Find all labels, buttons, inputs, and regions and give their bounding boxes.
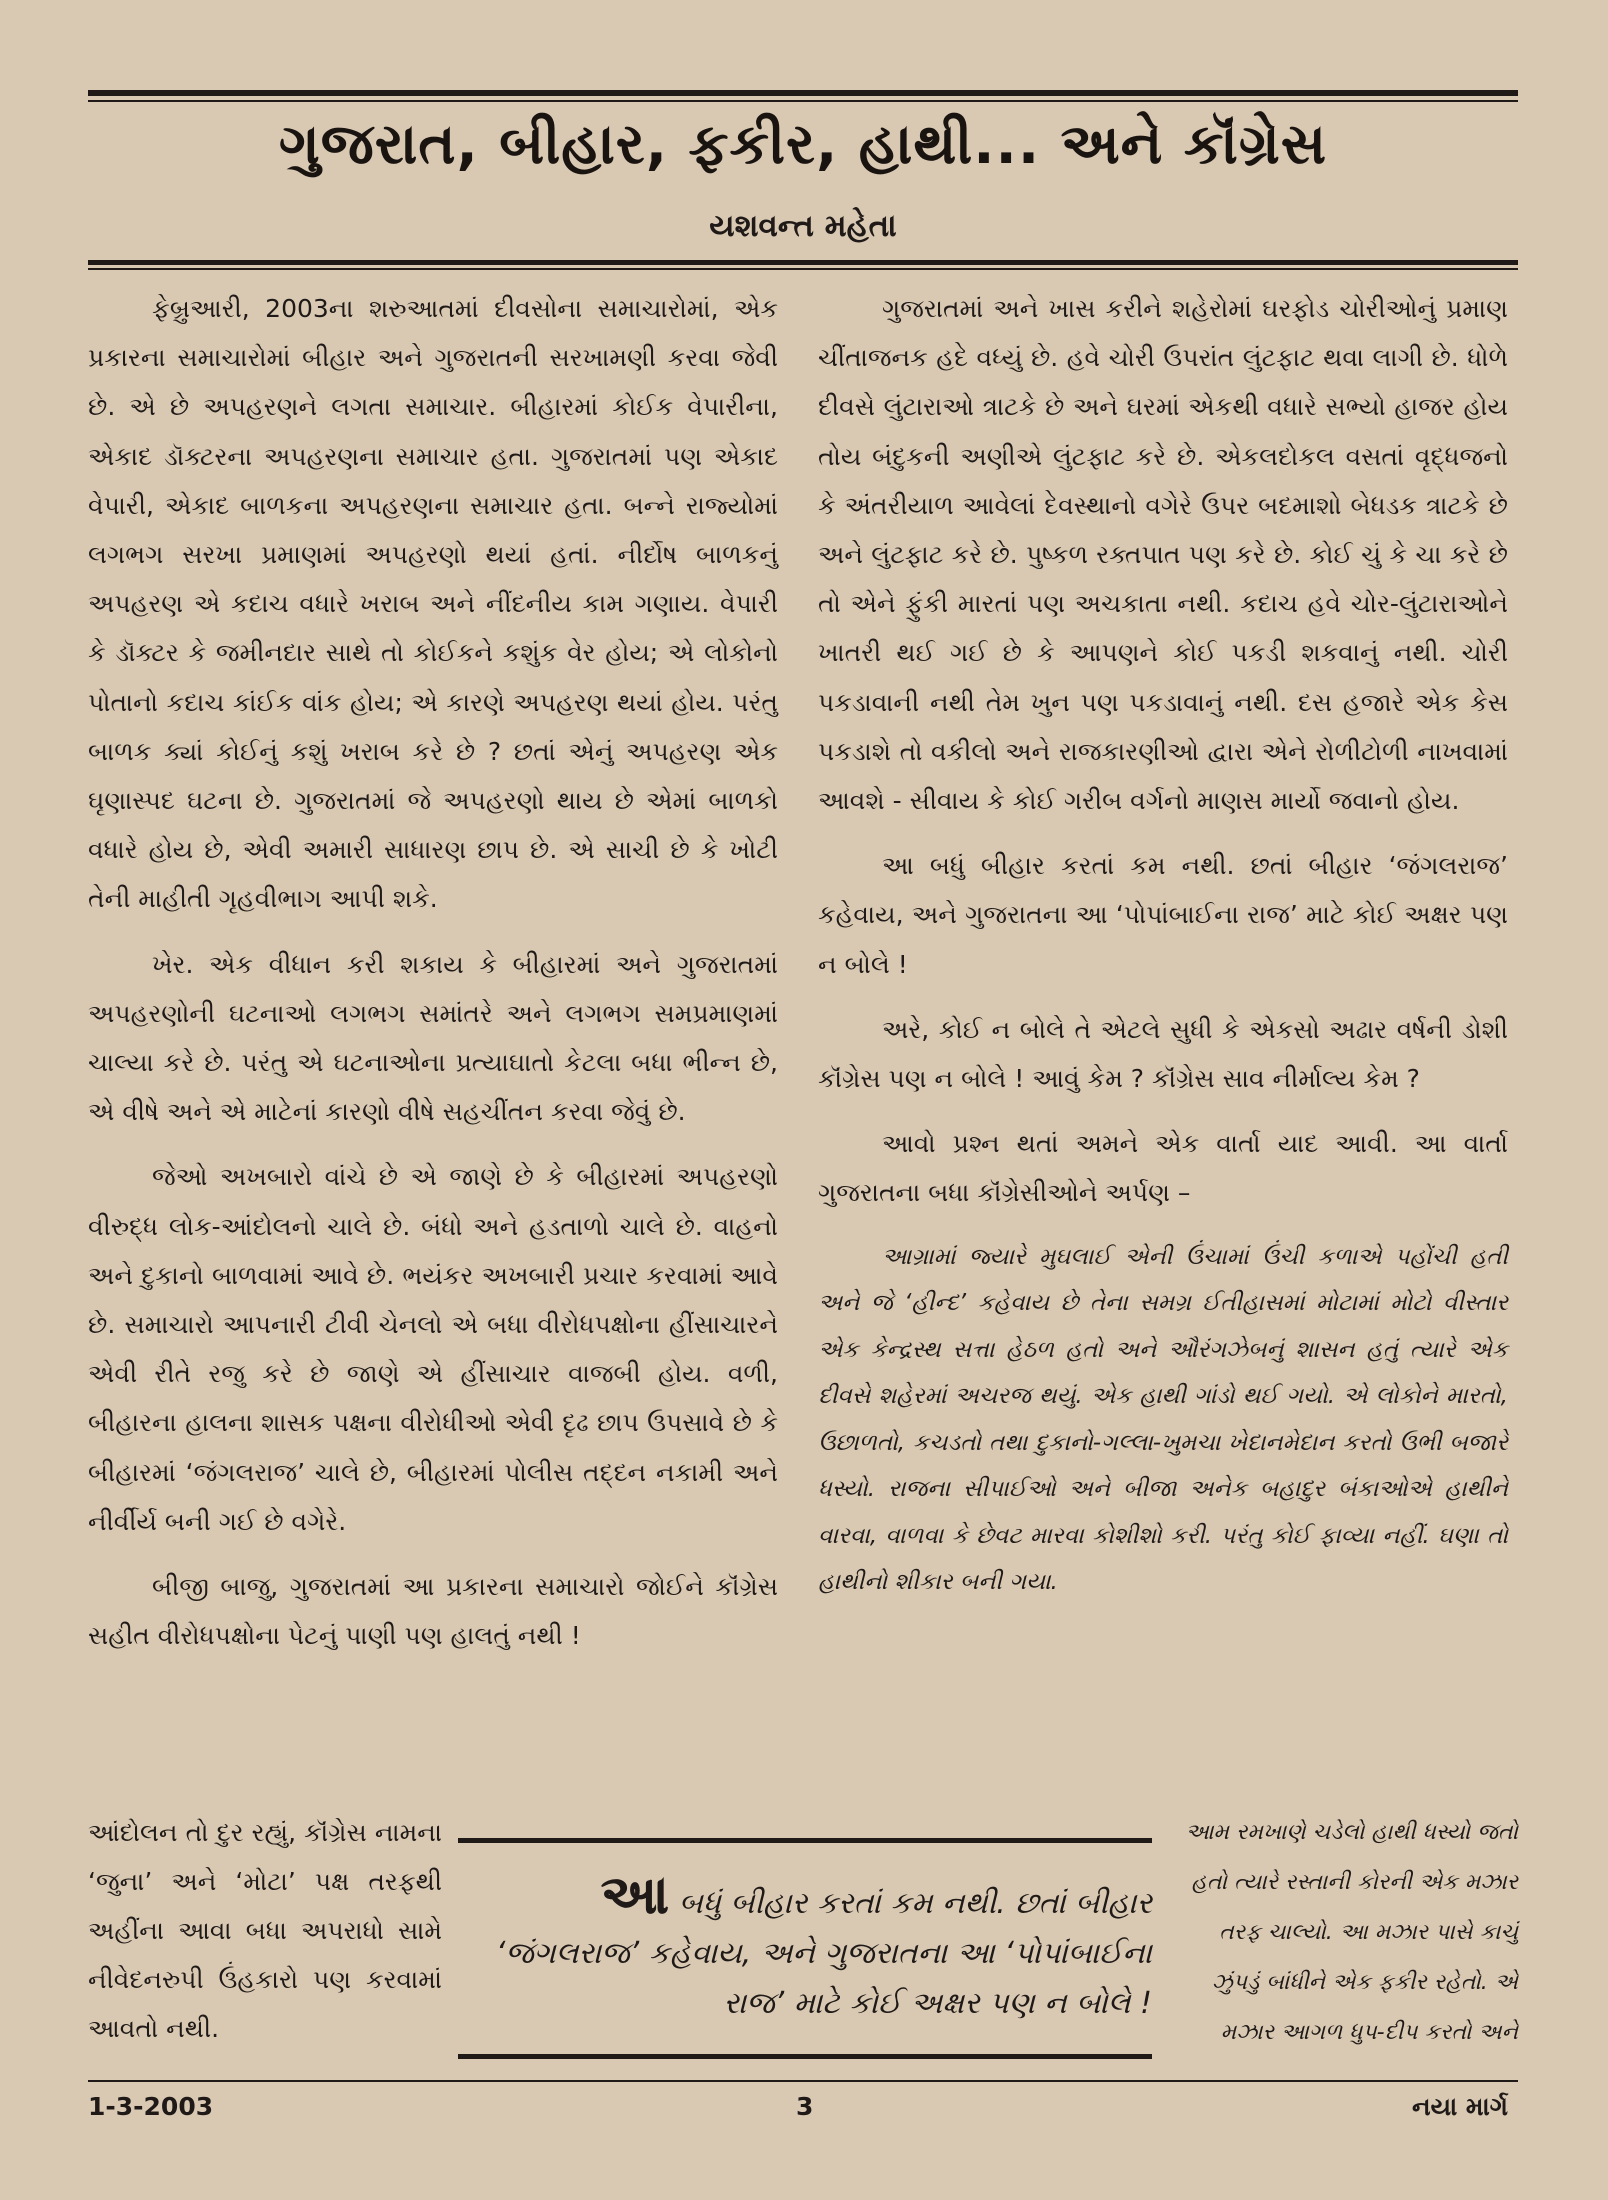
left-paragraph: જેઓ અખબારો વાંચે છે એ જાણે છે કે બીહારમાં અપહરણો વીરુદ્ધ લોક-આંદોલનો ચાલે છે. બંધો અને હડતાળો ચાલે છે. વાહનો અને દુકાનો બાળવામાં આવે છે. ભયંકર અખબારી પ્રચાર કરવામાં આવે છે. સમાચારો આપનારી ટીવી ચેનલો એ બધા વીરોધપક્ષોના હીંસાચારને એવી રીતે રજુ કરે છે જાણે એ હીંસાચાર વાજબી હોય. વળી, બીહારના હાલના શાસક પક્ષના વીરોધીઓ એવી દૃઢ છાપ ઉપસાવે છે કે બીહારમાં ‘જંગલરાજ’ ચાલે છે, બીહારમાં પોલીસ તદ્દન નકામી અને નીર્વીર્ય બની ગઈ છે વગેરે. <box>88 1162 778 1536</box>
right-column <box>818 284 1508 1622</box>
article-author: યશવન્ત મહેતા <box>709 208 897 244</box>
left-column <box>88 284 778 1676</box>
left-paragraph: ખેર. એક વીધાન કરી શકાય કે બીહારમાં અને ગુજરાતમાં અપહરણોની ઘટનાઓ લગભગ સમાંતરે અને લગભગ સમપ્રમાણમાં ચાલ્યા કરે છે. પરંતુ એ ઘટનાઓના પ્રત્યાઘાતો કેટલા બધા ભીન્ન છે, એ વીષે અને એ માટેનાં કારણો વીષે સહચીંતન કરવા જેવું છે. <box>88 949 778 1127</box>
pull-quote <box>458 1863 1152 2029</box>
header-rule-thin <box>88 268 1518 270</box>
header-rule-thick <box>88 260 1518 265</box>
right-paragraph: આવો પ્રશ્ન થતાં અમને એક વાર્તા યાદ આવી. આ વાર્તા ગુજરાતના બધા કૉંગ્રેસીઓને અર્પણ – <box>818 1129 1508 1208</box>
pull-quote-top-rule <box>458 1838 1152 1843</box>
story-paragraph: આગ્રામાં જ્યારે મુઘલાઈ એની ઉંચામાં ઉંચી કળાએ પહોંચી હતી અને જે ‘હીન્દ’ કહેવાય છે તેના સમગ્ર ઈતીહાસમાં મોટામાં મોટો વીસ્તાર એક કેન્દ્રસ્થ સત્તા હેઠળ હતો અને ઔરંગઝેબનું શાસન હતું ત્યારે એક દીવસે શહેરમાં અચરજ થયું. એક હાથી ગાંડો થઈ ગયો. એ લોકોને મારતો, ઉછાળતો, કચડતો તથા દુકાનો-ગલ્લા-ખુમચા ખેદાનમેદાન કરતો ઉભી બજારે ધસ્યો. રાજના સીપાઈઓ અને બીજા અનેક બહાદુર બંકાઓએ હાથીને વારવા, વાળવા કે છેવટ મારવા કોશીશો કરી. પરંતુ કોઈ ફાવ્યા નહીં. ઘણા તો હાથીનો શીકાર બની ગયા. <box>818 1243 1508 1596</box>
pull-quote-bottom-rule <box>458 2054 1152 2059</box>
footer-publication: નયા માર્ગ <box>1412 2092 1508 2121</box>
footer-rule <box>88 2080 1518 2082</box>
right-paragraph: આ બધું બીહાર કરતાં કમ નથી. છતાં બીહાર ‘જંગલરાજ’ કહેવાય, અને ગુજરાતના આ ‘પોપાંબાઈના રાજ’ માટે કોઈ અક્ષર પણ ન બોલે ! <box>818 851 1508 979</box>
story-continuation: આમ રમખાણે ચડેલો હાથી ધસ્યો જતો હતો ત્યારે રસ્તાની કોરની એક મઝાર તરફ ચાલ્યો. આ મઝાર પાસે કાચું ઝુંપડું બાંધીને એક ફકીર રહેતો. એ મઝાર આગળ ધુપ-દીપ કરતો અને <box>1185 1820 1518 2045</box>
left-paragraph: બીજી બાજુ, ગુજરાતમાં આ પ્રકારના સમાચારો જોઈને કૉંગ્રેસ સહીત વીરોધપક્ષોના પેટનું પાણી પણ હાલતું નથી ! <box>88 1572 778 1651</box>
left-paragraph: ફેબ્રુઆરી, 2003ના શરુઆતમાં દીવસોના સમાચારોમાં, એક પ્રકારના સમાચારોમાં બીહાર અને ગુજરાતની સરખામણી કરવા જેવી છે. એ છે અપહરણને લગતા સમાચાર. બીહારમાં કોઈક વેપારીના, એકાદ ડૉક્ટરના અપહરણના સમાચાર હતા. ગુજરાતમાં પણ એકાદ વેપારી, એકાદ બાળકના અપહરણના સમાચાર હતા. બન્ને રાજ્યોમાં લગભગ સરખા પ્રમાણમાં અપહરણો થયાં હતાં. નીર્દોષ બાળકનું અપહરણ એ કદાચ વધારે ખરાબ અને નીંદનીય કામ ગણાય. વેપારી કે ડૉક્ટર કે જમીનદાર સાથે તો કોઈકને કશુંક વેર હોય; એ લોકોનો પોતાનો કદાચ કાંઈક વાંક હોય; એ કારણે અપહરણ થયાં હોય. પરંતુ બાળક ક્યાં કોઈનું કશું ખરાબ કરે છે ? છતાં એનું અપહરણ એક ઘૃણાસ્પદ ઘટના છે. ગુજરાતમાં જે અપહરણો થાય છે એમાં બાળકો વધારે હોય છે, એવી અમારી સાધારણ છાપ છે. એ સાચી છે કે ખોટી તેની માહીતી ગૃહવીભાગ આપી શકે. <box>88 294 778 914</box>
footer-page-number: 3 <box>796 2092 814 2121</box>
left-continuation: આંદોલન તો દુર રહ્યું, કૉંગ્રેસ નામના ‘જુના’ અને ‘મોટા’ પક્ષ તરફથી અહીંના આવા બધા અપરાધો સામે નીવેદનરુપી ઉંહકારો પણ કરવામાં આવતો નથી. <box>88 1818 442 2043</box>
article-title: ગુજરાત, બીહાર, ફકીર, હાથી... અને કૉંગ્રેસ <box>278 112 1328 177</box>
top-rule-thin <box>88 100 1518 102</box>
pull-quote-lead: આ <box>600 1863 670 1926</box>
right-paragraph: ગુજરાતમાં અને ખાસ કરીને શહેરોમાં ઘરફોડ ચોરીઓનું પ્રમાણ ચીંતાજનક હદે વધ્યું છે. હવે ચોરી ઉપરાંત લુંટફાટ થવા લાગી છે. ધોળે દીવસે લુંટારાઓ ત્રાટકે છે અને ઘરમાં એકથી વધારે સભ્યો હાજર હોય તોય બંદુકની અણીએ લુંટફાટ કરે છે. એકલદોકલ વસતાં વૃદ્ધજનો કે અંતરીયાળ આવેલાં દેવસ્થાનો વગેરે ઉપર બદમાશો બેધડક ત્રાટકે છે અને લુંટફાટ કરે છે. પુષ્કળ રક્તપાત પણ કરે છે. કોઈ ચું કે ચા કરે છે તો એને ફુંકી મારતાં પણ અચકાતા નથી. કદાચ હવે ચોર-લુંટારાઓને ખાતરી થઈ ગઈ છે કે આપણને કોઈ પકડી શકવાનું નથી. ચોરી પકડાવાની નથી તેમ ખુન પણ પકડાવાનું નથી. દસ હજારે એક કેસ પકડાશે તો વકીલો અને રાજકારણીઓ દ્વારા એને રોળીટોળી નાખવામાં આવશે - સીવાય કે કોઈ ગરીબ વર્ગનો માણસ માર્યો જવાનો હોય. <box>818 294 1508 816</box>
right-paragraph: અરે, કોઈ ન બોલે તે એટલે સુધી કે એકસો અઢાર વર્ષની ડોશી કૉંગ્રેસ પણ ન બોલે ! આવું કેમ ? કૉંગ્રેસ સાવ નીર્માલ્ય કેમ ? <box>818 1014 1508 1094</box>
footer-date: 1-3-2003 <box>88 2092 214 2121</box>
pull-quote-text: બધું બીહાર કરતાં કમ નથી. છતાં બીહાર ‘જંગલરાજ’ કહેવાય, અને ગુજરાતના આ ‘પોપાંબાઈના રાજ’ માટે કોઈ અક્ષર પણ ન બોલે ! <box>495 1886 1152 2021</box>
top-rule-thick <box>88 90 1518 96</box>
